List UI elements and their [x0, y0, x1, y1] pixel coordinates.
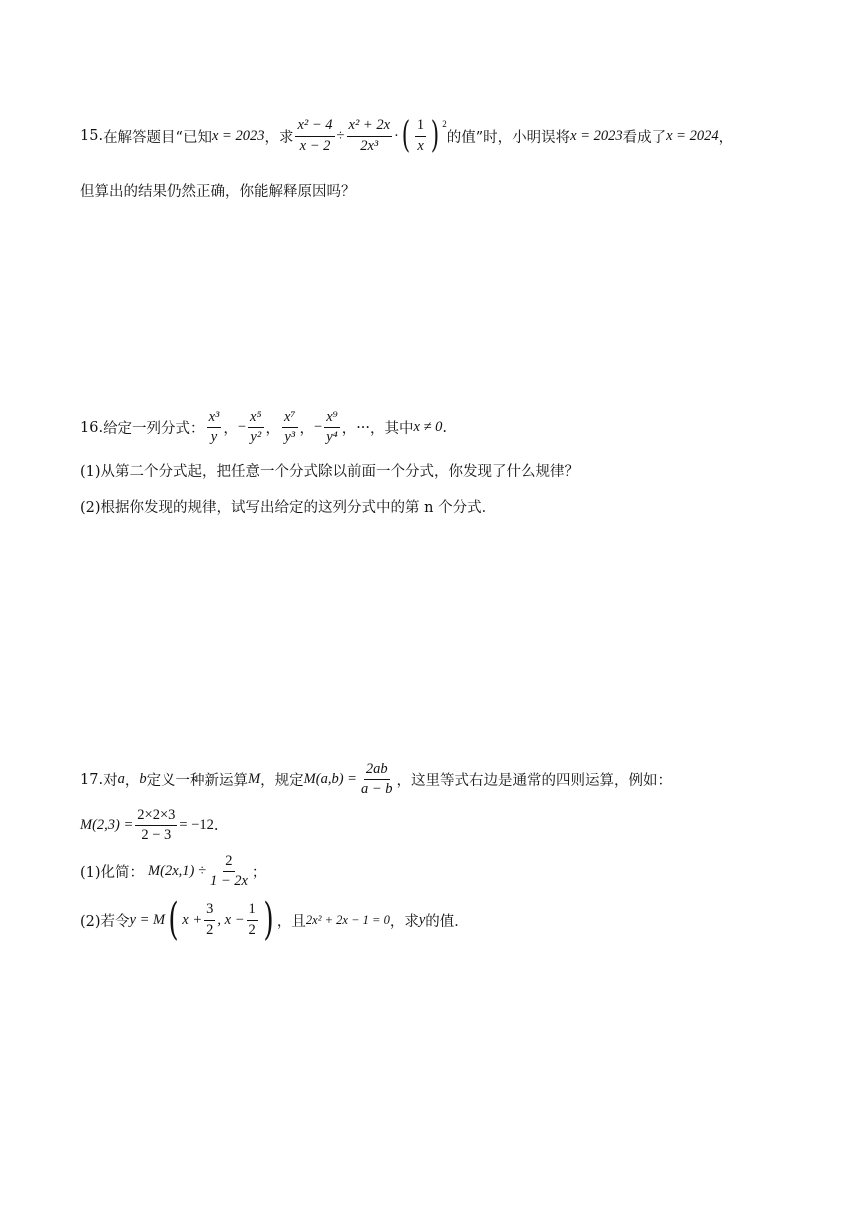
- q15-power: 2: [442, 119, 447, 129]
- q17-var-a: a: [117, 771, 125, 788]
- q17-part2-condition: 2x² + 2x − 1 = 0: [305, 912, 390, 927]
- q17-example-num: 2×2×3: [135, 808, 177, 826]
- q15-fraction-1: [295, 118, 334, 153]
- q15-text-b: ，求: [264, 129, 294, 146]
- q17-part2-right-paren: ): [263, 894, 274, 945]
- q16-sep-4: ，: [341, 421, 357, 438]
- q17-part2-frac1: [204, 902, 215, 937]
- q16-term3-num: x⁷: [282, 410, 297, 428]
- q16-term-1: [207, 410, 222, 445]
- q15-fraction-3: [415, 118, 426, 153]
- q15-left-paren: (: [401, 115, 411, 156]
- q15-frac3-num: 1: [415, 118, 426, 136]
- q17-line-1: [80, 762, 672, 797]
- q17-text-b: 定义一种新运算: [146, 773, 249, 790]
- q16-text-b: ，其中: [370, 421, 414, 438]
- q17-part-2: [80, 894, 469, 945]
- q16-sep-1: ，: [223, 421, 238, 438]
- q17-part2-lhs: y = M: [129, 911, 166, 928]
- q17-text-d: ，这里等式右边是通常的四则运算，例如：: [396, 773, 672, 790]
- q17-part2-f2-den: 2: [248, 921, 256, 938]
- q17-def-lhs: M(a,b) =: [303, 771, 357, 788]
- q15-given: x = 2023: [211, 127, 265, 144]
- q15-line-1: [80, 115, 734, 156]
- q16-term4-num: x⁹: [324, 410, 339, 428]
- q17-text-a: 对: [103, 773, 118, 790]
- q17-part1-expr: M(2x,1) ÷: [148, 863, 206, 880]
- q16-term1-den: y: [210, 429, 218, 446]
- q16-condition: x ≠ 0: [413, 419, 443, 436]
- q15-val2: x = 2024: [666, 127, 719, 144]
- q17-def-fraction: [359, 762, 395, 797]
- q16-part2-text: (2)根据你发现的规律，试写出给定的这列分式中的第 n 个分式．: [80, 500, 497, 516]
- q17-part1-fraction: [208, 854, 250, 889]
- q17-part2-text: ，且: [276, 913, 306, 930]
- q15-frac2-num: x² + 2x: [347, 118, 393, 136]
- q16-term4-den: y⁴: [326, 429, 338, 446]
- q17-part2-f1-den: 2: [206, 921, 214, 938]
- q16-term2-num: x⁵: [248, 410, 263, 428]
- q16-part-1: [80, 460, 579, 481]
- q15-frac3-den: x: [417, 137, 424, 154]
- q16-number: 16.: [80, 419, 104, 436]
- q15-frac2-den: 2x³: [360, 137, 379, 154]
- q17-text-c: ，规定: [260, 773, 304, 790]
- q15-text-d: 看成了: [622, 129, 667, 146]
- q17-part2-arg1: x +: [182, 911, 203, 928]
- q16-text-a: 给定一列分式：: [103, 421, 205, 438]
- q16-term-4: [324, 410, 339, 445]
- q17-part2-label: (2)若令: [80, 913, 130, 930]
- q17-example-rhs: = −12: [179, 817, 214, 834]
- q16-period: .: [442, 419, 448, 436]
- q17-line-2: [80, 808, 218, 843]
- q15-line-2: [80, 180, 356, 201]
- q16-minus-2: −: [314, 419, 323, 436]
- q15-frac1-num: x² − 4: [295, 118, 334, 136]
- q17-comma: ，: [124, 773, 140, 790]
- q15-text-e: ，: [718, 129, 734, 146]
- q15-fraction-2: [347, 118, 393, 153]
- q17-part2-end: 的值．: [425, 913, 469, 930]
- q17-part2-var-y: y: [418, 911, 426, 928]
- q17-part2-text2: ，求: [389, 913, 419, 930]
- q17-part2-left-paren: (: [168, 894, 179, 945]
- q15-text-a: 在解答题目“已知: [103, 129, 212, 146]
- q17-part1-end: ；: [251, 865, 267, 882]
- q15-val1: x = 2023: [570, 127, 623, 144]
- q17-part-1: [80, 854, 266, 889]
- q17-def-den: a − b: [360, 781, 393, 798]
- q17-part1-den: 1 − 2x: [209, 873, 248, 890]
- q17-part2-f2-num: 1: [247, 902, 258, 920]
- q17-number: 17.: [80, 771, 104, 788]
- q17-def-num: 2ab: [364, 762, 390, 780]
- q16-sep-3: ，: [299, 421, 315, 438]
- q15-dot: ·: [394, 127, 399, 144]
- q16-sep-2: ，: [265, 421, 281, 438]
- q17-example-lhs: M(2,3) =: [80, 817, 134, 834]
- q16-line-1: [80, 410, 447, 445]
- q15-line2-text: 但算出的结果仍然正确，你能解释原因吗？: [80, 184, 356, 200]
- q16-term3-den: y³: [284, 429, 296, 446]
- q16-term1-num: x³: [207, 410, 222, 428]
- q17-part2-f1-num: 3: [204, 902, 215, 920]
- q16-part-2: [80, 496, 496, 517]
- q17-op-M: M: [248, 771, 261, 788]
- q16-term-2: [248, 410, 263, 445]
- q17-example-fraction: [135, 808, 177, 843]
- q16-ellipsis: ···: [356, 419, 371, 436]
- q17-part2-frac2: [247, 902, 258, 937]
- q17-example-period: .: [213, 817, 219, 834]
- q17-part1-num: 2: [223, 854, 234, 872]
- q15-frac1-den: x − 2: [299, 137, 331, 154]
- q16-term2-den: y²: [250, 429, 262, 446]
- q17-part1-label: (1)化简：: [80, 865, 145, 882]
- q16-part1-text: (1)从第二个分式起，把任意一个分式除以前面一个分式，你发现了什么规律？: [80, 464, 580, 480]
- q16-term-3: [282, 410, 297, 445]
- q17-example-den: 2 − 3: [141, 827, 172, 844]
- q15-text-c: 的值”时，小明误将: [446, 129, 571, 146]
- q15-div-sign: ÷: [336, 127, 345, 144]
- q17-var-b: b: [139, 771, 147, 788]
- q15-number: 15.: [80, 128, 104, 144]
- q15-right-paren: ): [430, 115, 440, 156]
- q16-minus-1: −: [237, 419, 247, 436]
- q17-part2-arg2: , x −: [217, 911, 245, 928]
